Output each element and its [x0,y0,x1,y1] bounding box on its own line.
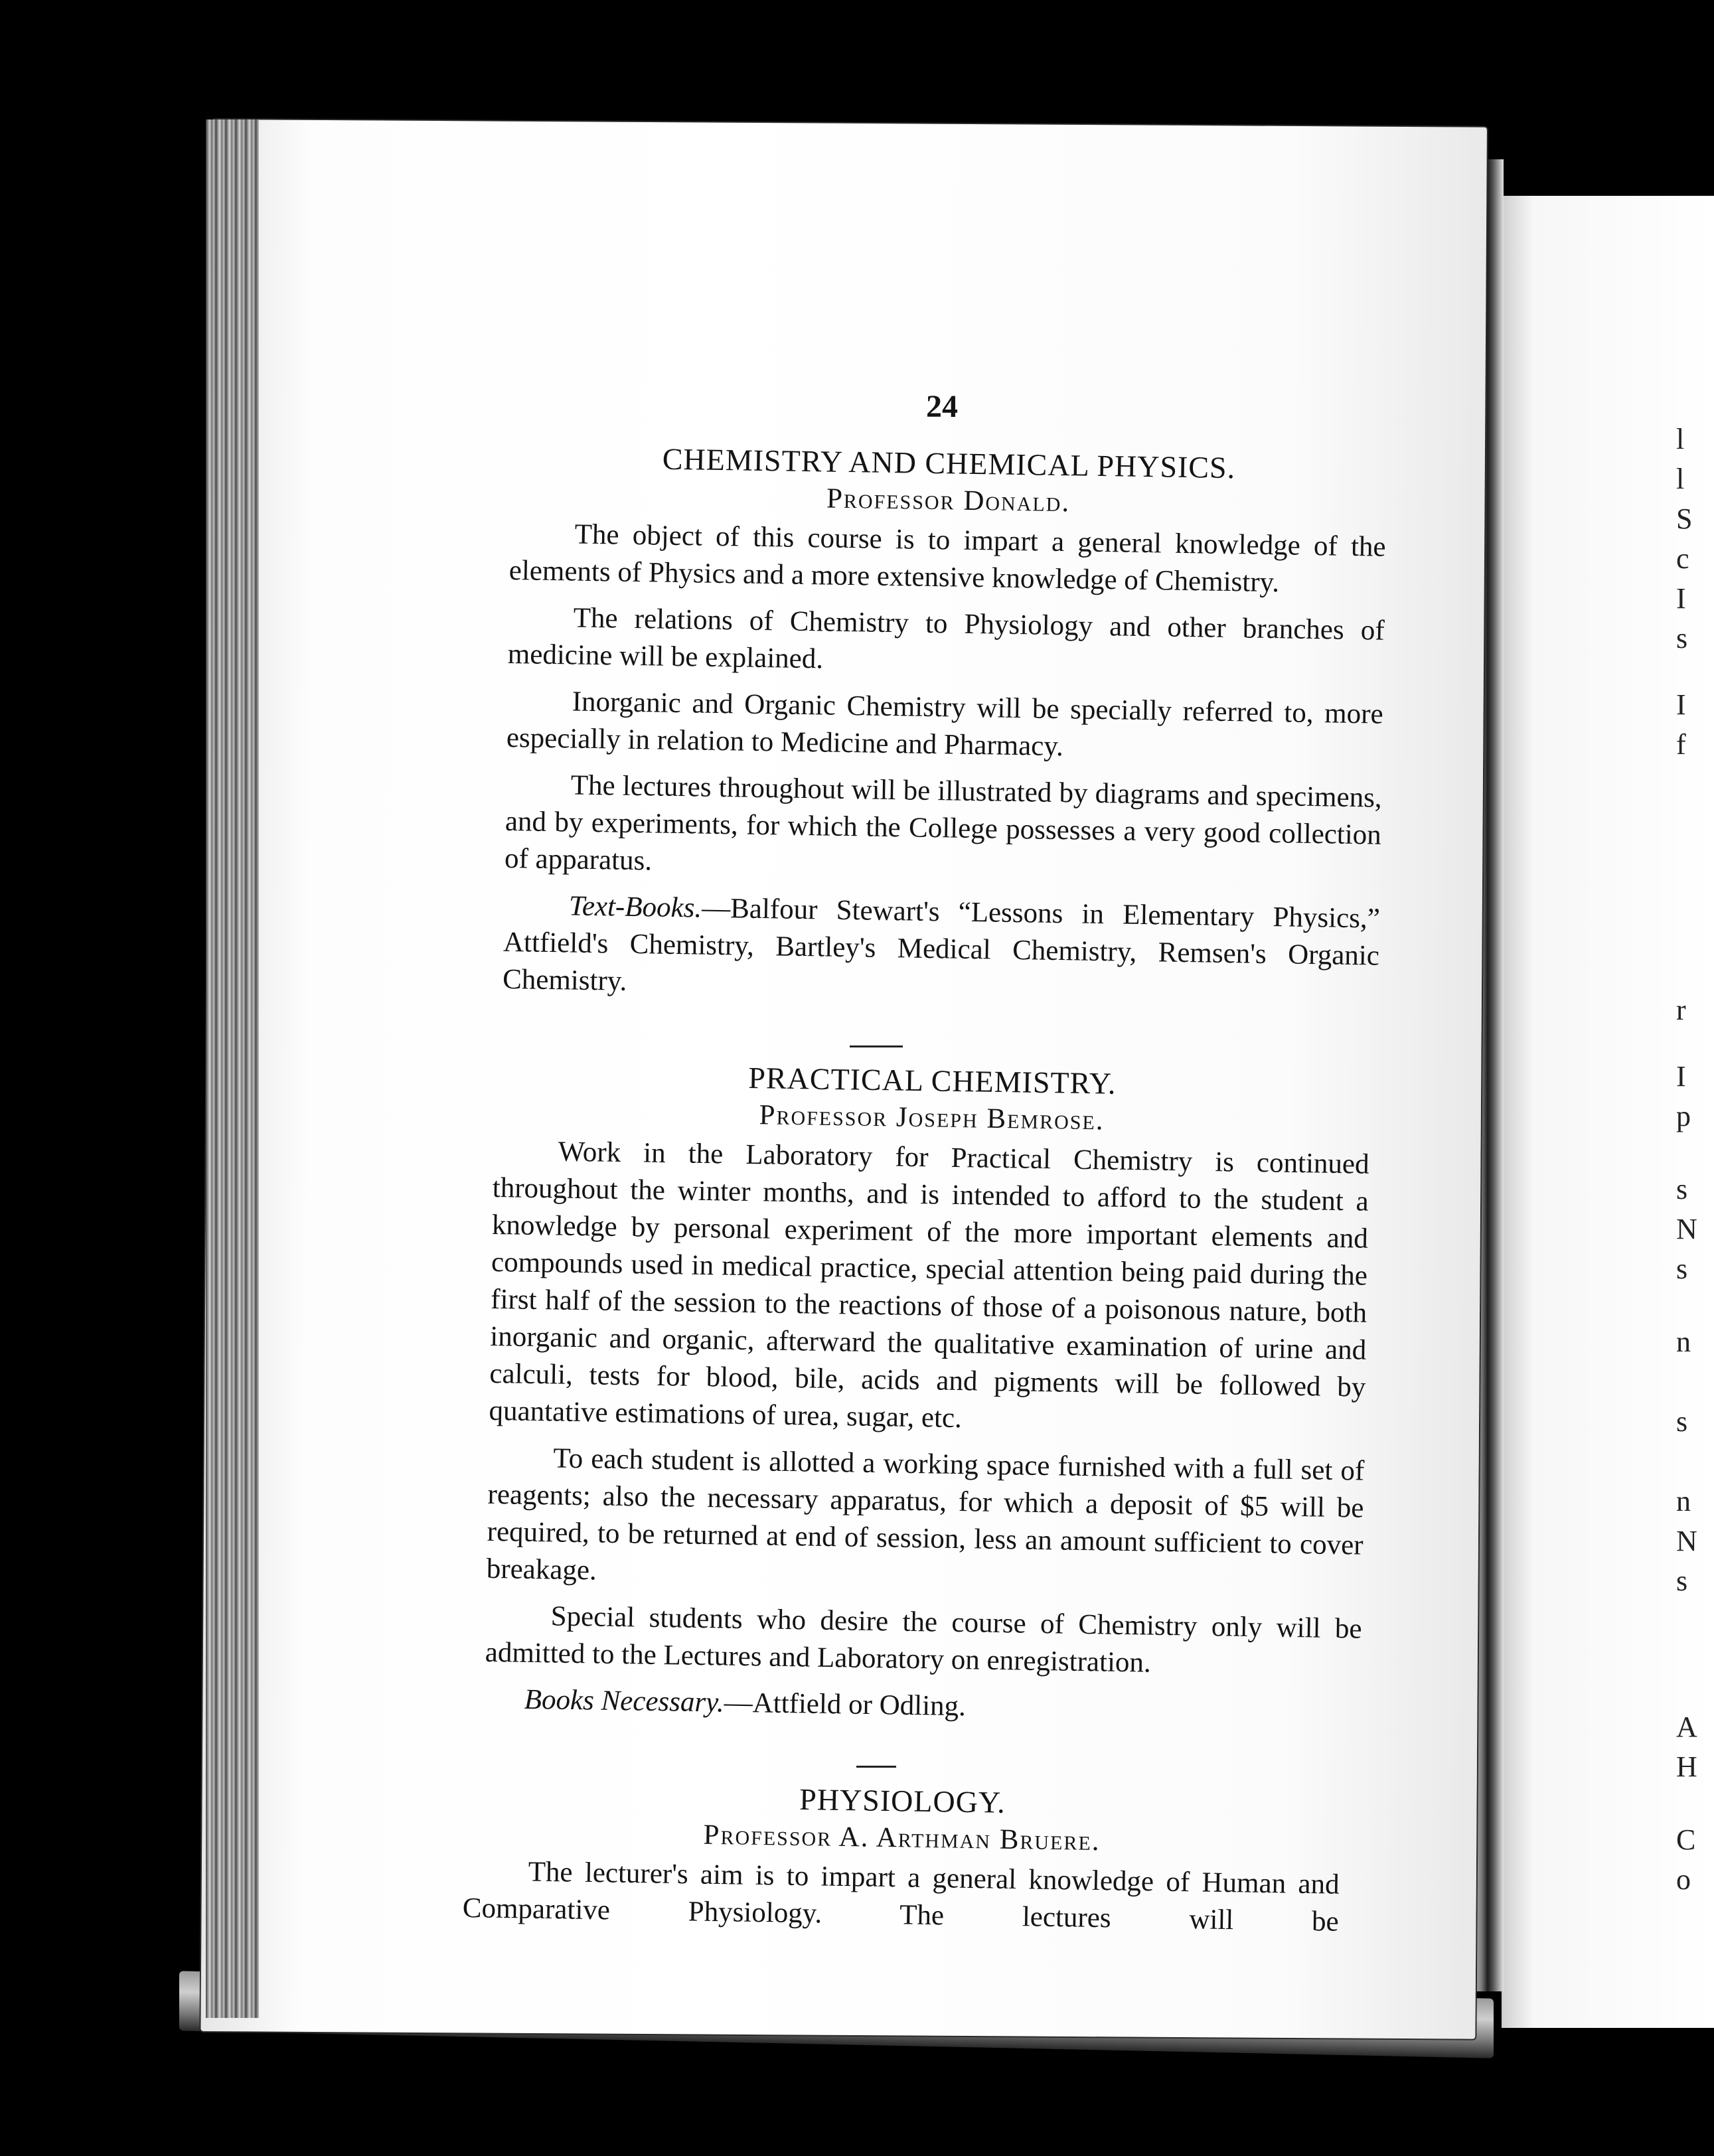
textbooks-label: Text-Books. [568,890,702,924]
facing-letter: N [1676,1525,1697,1557]
paragraph: Inorganic and Organic Chemistry will be specially referred to, more especially in relation to Medicine and Pharmacy. [506,686,1383,763]
paragraph: The lectures throughout will be illustrated by diagrams and specimens, and by experiments, for which the College possesses a very good collection of apparatus. [504,769,1383,877]
paragraph: The object of this course is to impart a general knowledge of the elements of Physics and a more extensive knowledge of Chemistry. [508,518,1386,599]
paragraph: Special students who desire the course of Chemistry only will be admitted to the Lectures and Laboratory on enregistration. [485,1600,1362,1679]
facing-letter: A [1676,1711,1697,1743]
facing-letter: N [1676,1213,1697,1245]
facing-letter: s [1676,622,1688,654]
chemistry-section [503,438,1387,1022]
page-number: 24 [926,389,958,424]
facing-letter: n [1676,1485,1691,1517]
facing-letter: r [1676,994,1686,1026]
facing-letter: S [1676,502,1693,535]
paragraph: The lecturer's aim is to impart a general knowledge of Human and Comparative Physiology. The lectures will be [462,1856,1340,1938]
physiology-section [462,1776,1341,1950]
facing-letter: s [1676,1253,1688,1285]
facing-letter: p [1676,1100,1691,1132]
paragraph: The relations of Chemistry to Physiology and other branches of medicine will be explained. [507,602,1385,675]
facing-letter: I [1676,688,1686,721]
section-professor: Professor Joseph Bemrose. [759,1099,1105,1136]
section-professor: Professor A. Arthman Bruere. [703,1819,1101,1857]
facing-letter: I [1676,1060,1686,1093]
facing-letter: H [1676,1750,1697,1783]
facing-letter: I [1676,582,1686,615]
section-divider [850,1045,903,1047]
facing-letter: l [1676,423,1685,455]
books-text: —Attfield or Odling. [724,1687,967,1723]
textbooks-text: —Balfour Stewart's “Lessons in Elementary Physics,” Attfield's Chemistry, Bartley's Medical Chemistry, Remsen's Organic Chemistry. [502,892,1381,997]
facing-letter: s [1676,1173,1688,1205]
facing-letter: o [1676,1863,1691,1896]
facing-letter: s [1676,1405,1688,1438]
textbooks-paragraph [503,887,1380,1012]
facing-letter: C [1676,1823,1696,1856]
practical-chemistry-section [484,1055,1371,1741]
section-title: PRACTICAL CHEMISTRY. [748,1061,1117,1101]
facing-letter: l [1676,463,1685,495]
section-divider [856,1766,896,1768]
facing-letter: n [1676,1326,1691,1358]
paragraph: To each student is allotted a working space furnished with a full set of reagents; also the necessary apparatus, for which a deposit of $5 will be required, to be returned at end of session, less an amount sufficient to cover breakage. [486,1442,1365,1586]
facing-letter: f [1676,728,1686,761]
facing-letter: c [1676,542,1689,575]
section-title: CHEMISTRY AND CHEMICAL PHYSICS. [662,441,1236,485]
paragraph: Work in the Laboratory for Practical Chemistry is continued throughout the winter months, and is intended to afford to the student a knowledge by personal experiment of the more important elements and compounds used in medical practice, special attention being paid during the first half of the session to the reactions of those of a poisonous nature, both inorganic and organic, afterward the qualitative examination of urine and calculi, tests for blood, bile, acids and pigments will be followed by quantative estimations of urea, sugar, etc. [489,1136,1369,1434]
facing-letter: s [1676,1565,1688,1597]
books-label: Books Necessary. [524,1683,725,1719]
books-necessary-paragraph [484,1681,1361,1732]
section-professor: Professor Donald. [826,483,1071,518]
section-title: PHYSIOLOGY. [799,1782,1006,1819]
